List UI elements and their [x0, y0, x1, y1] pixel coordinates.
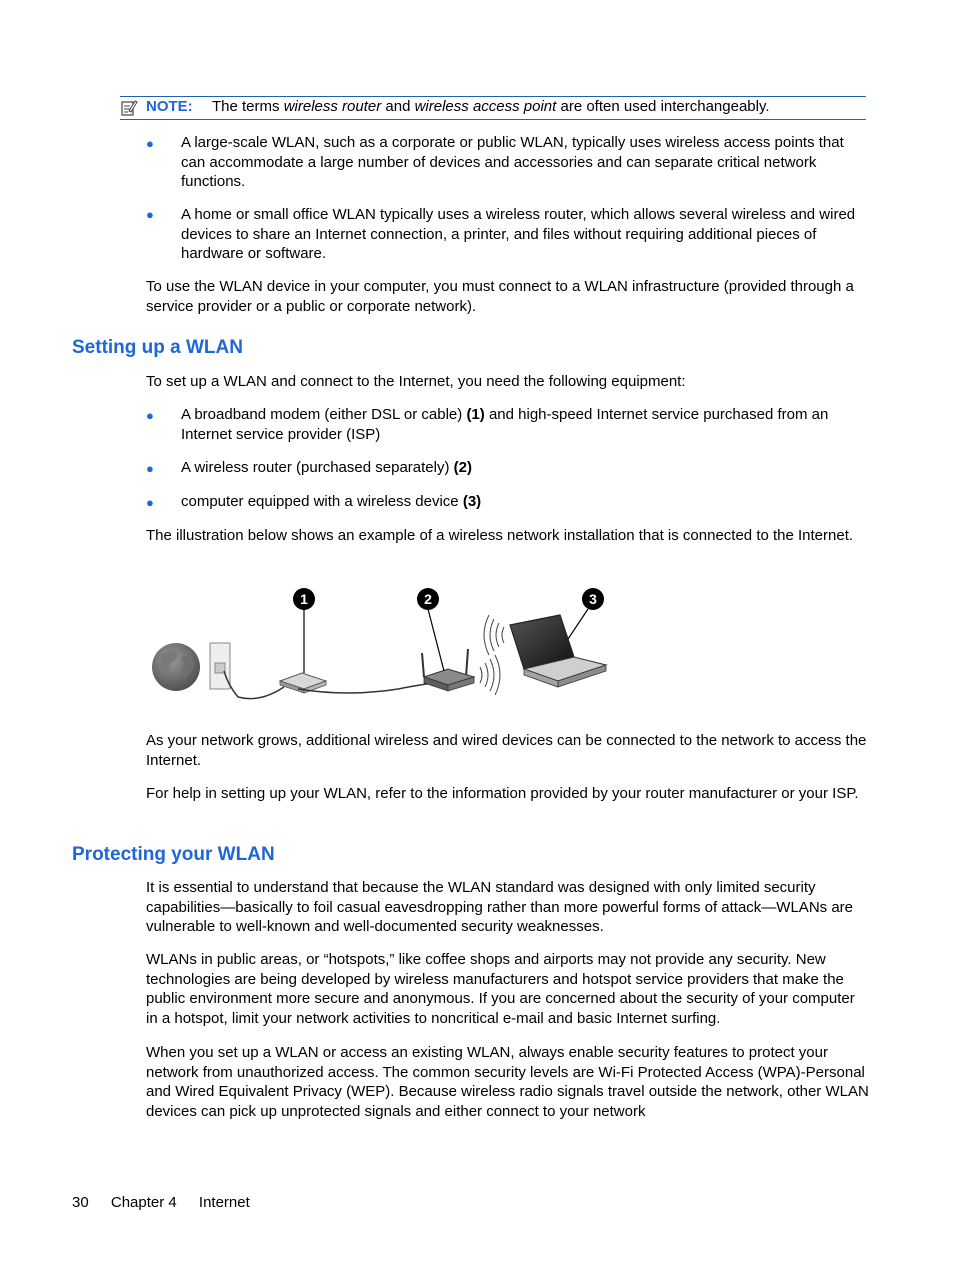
intro-bullet: A home or small office WLAN typically uses a wireless router, which allows several wireless and wired devices to share an Internet connection, a printer, and files without requiring additional pieces of hardware or software.: [181, 206, 856, 262]
svg-text:1: 1: [300, 591, 308, 607]
bullet-icon: ●: [146, 495, 154, 510]
page-number: 30: [72, 1194, 89, 1211]
intro-bullet: A large-scale WLAN, such as a corporate or public WLAN, typically uses wireless access points that can accommodate a large number of devices and accessories and can separate critical network functions.: [181, 134, 844, 190]
note-icon: [120, 99, 138, 117]
protect-paragraph: It is essential to understand that because the WLAN standard was designed with only limited security capabilities—basically to foil casual eavesdropping rather than more powerful forms of attack—WLANs are vulnerable to well-known and well-documented security weaknesses.: [146, 879, 853, 935]
footer-section: Internet: [198, 1194, 250, 1211]
svg-text:3: 3: [589, 591, 597, 607]
note-text: The terms wireless router and wireless access point are often used interchangeably.: [212, 98, 770, 115]
callout-1: [293, 588, 315, 610]
equipment-item: A wireless router (purchased separately) (2): [181, 459, 472, 476]
note-label: NOTE:: [146, 98, 193, 115]
equipment-item: A broadband modem (either DSL or cable) (1) and high-speed Internet service purchased from an Internet service provider (ISP): [181, 406, 829, 443]
globe-icon: [152, 643, 200, 691]
bullet-icon: ●: [146, 136, 154, 151]
after-illustration-paragraph: As your network grows, additional wireless and wired devices can be connected to the network to access the Internet.: [146, 732, 867, 769]
wall-jack-icon: [210, 643, 230, 689]
section-heading-setup: Setting up a WLAN: [72, 337, 243, 358]
svg-text:2: 2: [424, 591, 432, 607]
intro-paragraph: To use the WLAN device in your computer, you must connect to a WLAN infrastructure (provided through a service provider or a public or corporate network).: [146, 278, 854, 315]
bullet-icon: ●: [146, 461, 154, 476]
bullet-icon: ●: [146, 207, 154, 222]
footer-chapter: Chapter 4: [110, 1194, 177, 1211]
bullet-icon: ●: [146, 408, 154, 423]
wlan-illustration: [148, 585, 610, 705]
callout-2: [417, 588, 439, 610]
protect-paragraph: WLANs in public areas, or “hotspots,” like coffee shops and airports may not provide any security. New technologies are being developed by wireless manufacturers and hotspot service providers that make the public environment more secure and anonymous. If you are concerned about the security of your computer in a hotspot, limit your network activities to noncritical e-mail and basic Internet surfing.: [146, 951, 855, 1027]
router-icon: [422, 649, 474, 691]
section-heading-protect: Protecting your WLAN: [72, 844, 275, 865]
illustration-intro: The illustration below shows an example of a wireless network installation that is connected to the Internet.: [146, 527, 854, 544]
help-paragraph: For help in setting up your WLAN, refer to the information provided by your router manufacturer or your ISP.: [146, 785, 859, 802]
note-term-wireless-access-point: wireless access point: [414, 98, 557, 115]
note-box: [120, 96, 866, 120]
equipment-item: computer equipped with a wireless device (3): [181, 493, 482, 510]
page-footer: [72, 1193, 268, 1213]
laptop-icon: [510, 615, 606, 687]
protect-paragraph: When you set up a WLAN or access an existing WLAN, always enable security features to protect your network from unauthorized access. The common security levels are Wi-Fi Protected Access (WPA)-Personal and Wired Equivalent Privacy (WEP). Because wireless radio signals travel outside the network, other WLAN devices can pick up unprotected signals and either connect to your network: [146, 1044, 869, 1120]
laptop-signal-icon: [484, 615, 504, 655]
note-term-wireless-router: wireless router: [283, 98, 382, 115]
setup-intro: To set up a WLAN and connect to the Internet, you need the following equipment:: [146, 373, 686, 390]
callout-3: [582, 588, 604, 610]
router-signal-icon: [480, 655, 500, 695]
